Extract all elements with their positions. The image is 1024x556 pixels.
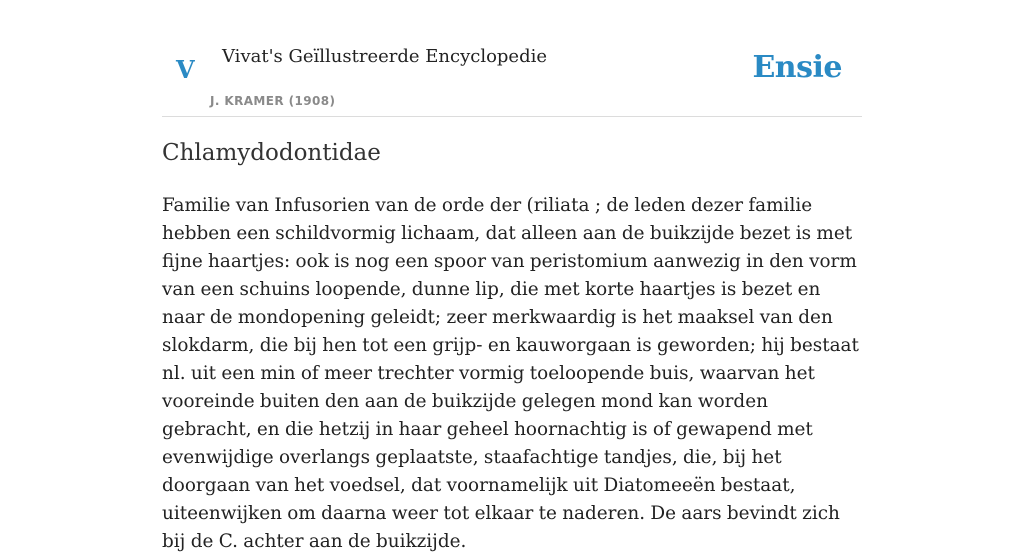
book-letter-logo[interactable]: V (176, 55, 195, 84)
book-author: J. KRAMER (1908) (210, 94, 336, 108)
brand-logo[interactable]: Ensie (752, 50, 842, 85)
page (162, 0, 862, 552)
book-header (162, 0, 862, 117)
book-title-link[interactable]: Vivat's Geïllustreerde Encyclopedie (222, 46, 548, 67)
entry-title: Chlamydodontidae (162, 140, 381, 166)
entry-text: Familie van Infusorien van de orde der (riliata ; de leden dezer familie hebben een schildvormig lichaam, dat alleen aan de buikzijde bezet is met fijne haartjes: ook is nog een spoor van peristomium aanwezig in den vorm van een schuins loopende, dunne lip, die met korte haartjes is bezet en naar de mondopening geleidt; zeer merkwaardig is het maaksel van den slokdarm, die bij hen tot een grijp- en kauworgaan is geworden; hij bestaat nl. uit een min of meer trechter vormig toeloopende buis, waarvan het vooreinde buiten den aan de buikzijde gelegen mond kan worden gebracht, en die hetzij in haar geheel hoornachtig is of gewapend met evenwijdige overlangs geplaatste, staafachtige tandjes, die, bij het doorgaan van het voedsel, dat voornamelijk uit Diatomeeën bestaat, uiteenwijken om daarna weer tot elkaar te naderen. De aars bevindt zich bij de C. achter aan de buikzijde. (162, 195, 859, 552)
